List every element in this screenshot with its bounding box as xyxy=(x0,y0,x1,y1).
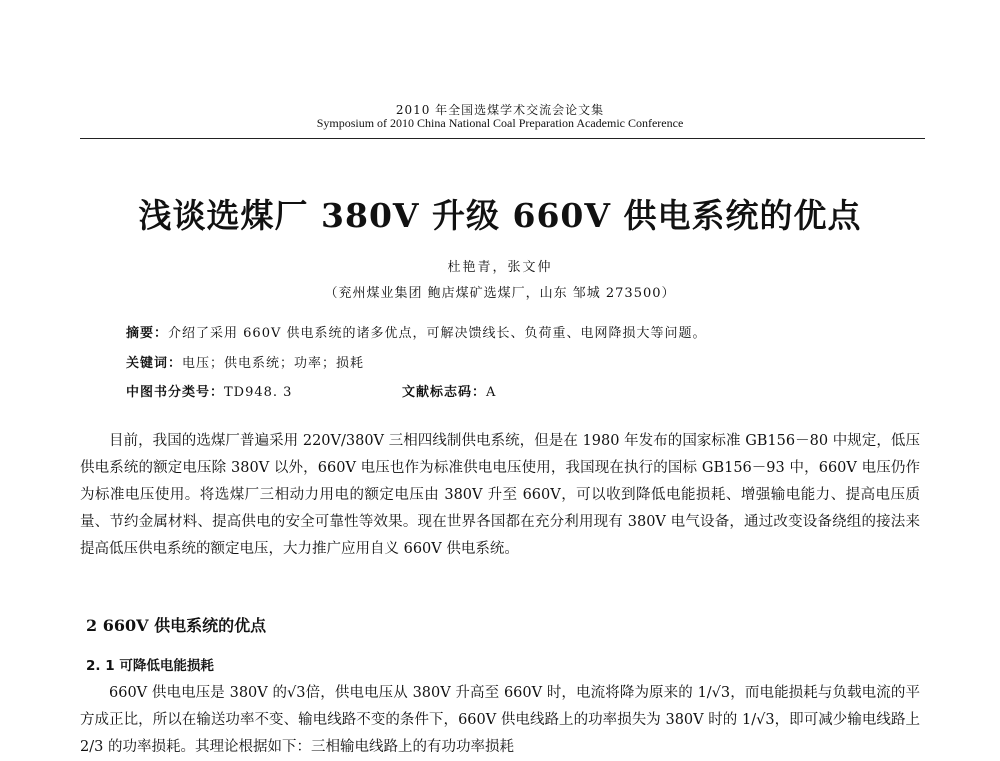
header-rule xyxy=(80,138,925,139)
classification-value: TD948. 3 xyxy=(224,385,293,400)
abstract-label: 摘要： xyxy=(126,326,169,341)
document-code-label: 文献标志码： xyxy=(402,385,487,400)
subsection-paragraph: 660V 供电电压是 380V 的√3倍，供电电压从 380V 升高至 660V 时，电流将降为原来的 1/√3，而电能损耗与负载电流的平方成正比，所以在输送功率不变、输电线路不变的条件下，660V 供电线路上的功率损失为 380V 时的 1/√3，即可减少输电线路上 2/3 的功率损耗。其理论根据如下：三相输电线路上的有功功率损耗 xyxy=(80,685,920,755)
document-code xyxy=(402,381,496,400)
abstract-text: 介绍了采用 660V 供电系统的诸多优点，可解决馈线长、负荷重、电网降损大等问题。 xyxy=(168,326,707,341)
subsection-heading: 2. 1 可降低电能损耗 xyxy=(86,658,214,674)
authors: 杜艳青，张文仲 xyxy=(447,260,553,275)
keywords-text: 电压；供电系统；功率；损耗 xyxy=(182,356,365,371)
section-heading: 2 660V 供电系统的优点 xyxy=(86,616,267,635)
classification-label: 中图书分类号： xyxy=(126,385,225,400)
running-header-english: Symposium of 2010 China National Coal Preparation Academic Conference xyxy=(316,116,684,130)
abstract xyxy=(126,322,706,341)
affiliation: （兖州煤业集团 鲍店煤矿选煤厂，山东 邹城 273500） xyxy=(324,286,676,301)
classification-number xyxy=(126,381,292,400)
document-code-value: A xyxy=(486,385,497,400)
keywords-label: 关键词： xyxy=(126,356,183,371)
paper-title: 浅谈选煤厂 380V 升级 660V 供电系统的优点 xyxy=(138,196,862,235)
keywords xyxy=(126,352,364,371)
running-header-chinese: 2010 年全国选煤学术交流会论文集 xyxy=(395,103,605,117)
intro-paragraph: 目前，我国的选煤厂普遍采用 220V/380V 三相四线制供电系统，但是在 1980 年发布的国家标准 GB156－80 中规定，低压供电系统的额定电压除 380V 以外，660V 电压也作为标准供电电压使用，我国现在执行的国标 GB156－93 中，660V 电压仍作为标准电压使用。将选煤厂三相动力用电的额定电压由 380V 升至 660V，可以收到降低电能损耗、增强输电能力、提高电压质量、节约金属材料、提高供电的安全可靠性等效果。现在世界各国都在充分利用现有 380V 电气设备，通过改变设备绕组的接法来提高低压供电系统的额定电压，大力推广应用自义 660V 供电系统。 xyxy=(80,433,920,557)
